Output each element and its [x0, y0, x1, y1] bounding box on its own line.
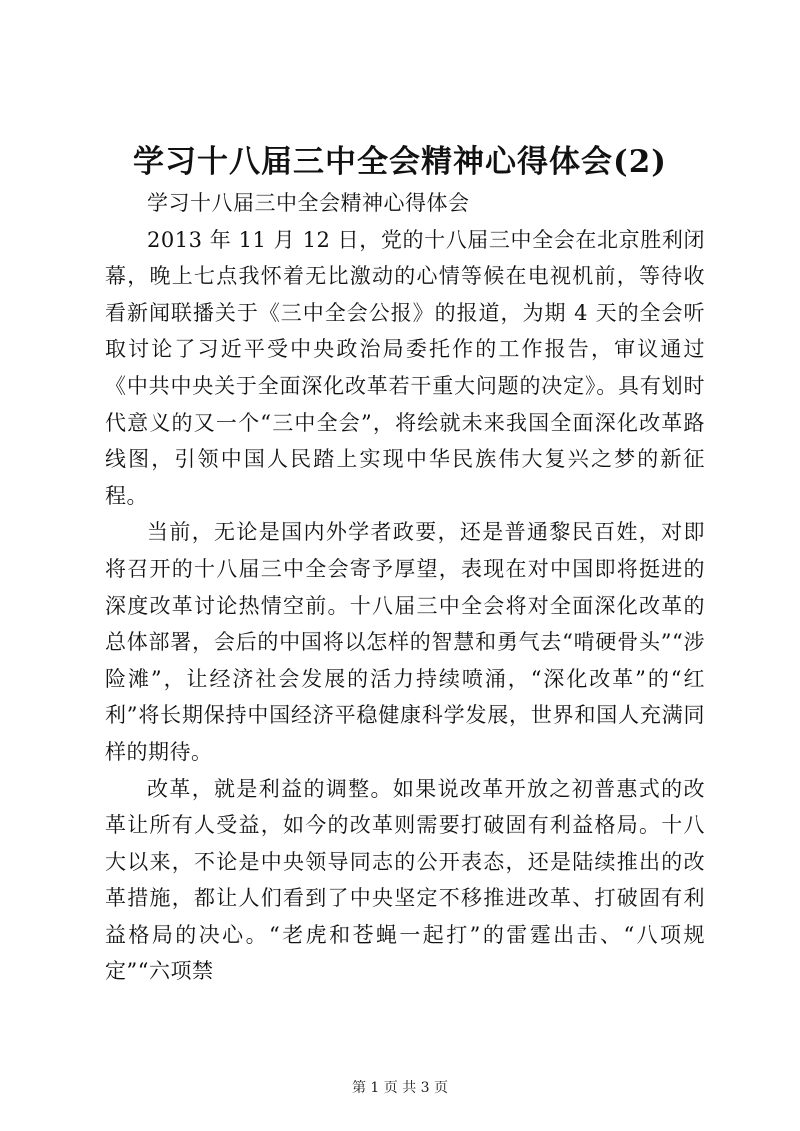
paragraph: 当前，无论是国内外学者政要，还是普通黎民百姓，对即将召开的十八届三中全会寄予厚望，表现在对中国即将挺进的深度改革讨论热情空前。十八届三中全会将对全面深化改革的总体部署，会后的中国将以怎样的智慧和勇气去“啃硬骨头”“涉险滩”，让经济社会发展的活力持续喷涌，“深化改革”的“红利”将长期保持中国经济平稳健康科学发展，世界和国人充满同样的期待。 [105, 520, 705, 764]
paragraph: 改革，就是利益的调整。如果说改革开放之初普惠式的改革让所有人受益，如今的改革则需要打破固有利益格局。十八大以来，不论是中央领导同志的公开表态，还是陆续推出的改革措施，都让人们看到了中央坚定不移推进改革、打破固有利益格局的决心。“老虎和苍蝇一起打”的雷霆出击、“八项规定”“六项禁 [105, 776, 705, 984]
paragraph: 2013 年 11 月 12 日，党的十八届三中全会在北京胜利闭幕，晚上七点我怀着无比激动的心情等候在电视机前，等待收看新闻联播关于《三中全会公报》的报道，为期 4 天的全会听取讨论了习近平受中央政治局委托作的工作报告，审议通过《中共中央关于全面深化改革若干重大问题的决定》。具有划时代意义的又一个“三中全会”，将绘就未来我国全面深化改革路线图，引领中国人民踏上实现中华民族伟大复兴之梦的新征程。 [105, 227, 705, 508]
paragraph-subtitle: 学习十八届三中全会精神心得体会 [147, 191, 470, 215]
document-title: 学习十八届三中全会精神心得体会(2) [133, 144, 667, 180]
page-footer: 第 1 页 共 3 页 [351, 1080, 449, 1096]
document-body [105, 185, 705, 990]
